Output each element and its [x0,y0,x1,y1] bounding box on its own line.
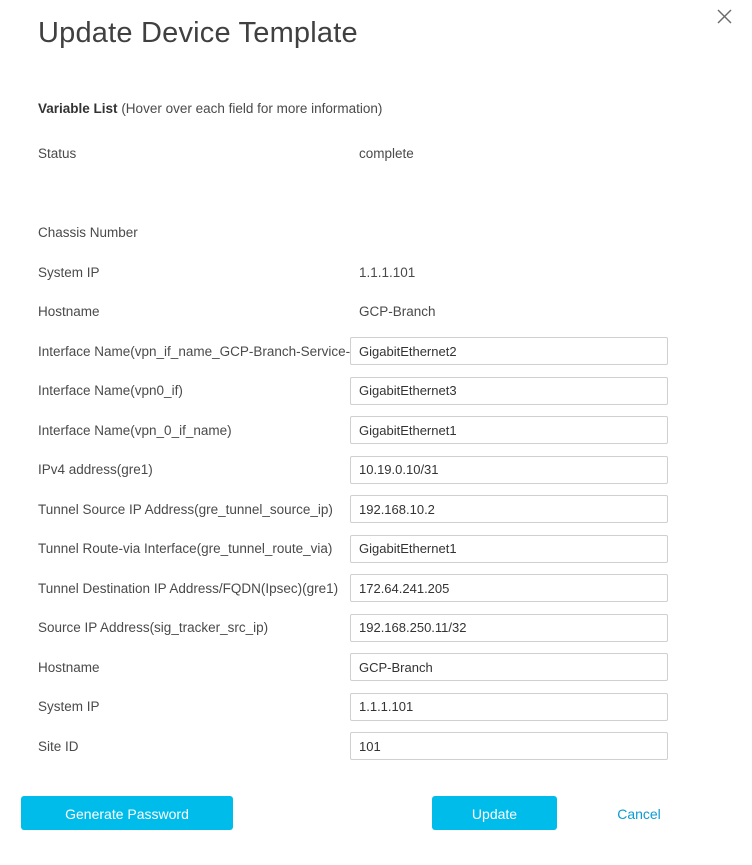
table-row [0,608,752,648]
table-row [0,411,752,451]
interface-name-vpn-0-if-name-field[interactable] [350,416,668,444]
hostname-field[interactable] [350,653,668,681]
row-label: Interface Name(vpn_0_if_name) [38,422,232,438]
row-label: IPv4 address(gre1) [38,462,153,478]
row-label: Status [38,146,77,162]
table-row [0,332,752,372]
update-button[interactable]: Update [432,796,557,830]
dialog-footer [0,781,752,865]
variable-list-label: Variable List [38,101,118,116]
row-label: Tunnel Route-via Interface(gre_tunnel_route_via) [38,541,333,557]
row-label: Hostname [38,659,100,675]
table-row [0,371,752,411]
row-label: Source IP Address(sig_tracker_src_ip) [38,620,269,636]
tunnel-source-ip-field[interactable] [350,495,668,523]
table-row [0,213,752,253]
row-label: Site ID [38,738,79,754]
interface-name-vpn0-if-field[interactable] [350,377,668,405]
row-value: complete [359,146,414,162]
interface-name-service-field[interactable] [350,337,668,365]
cancel-button[interactable]: Cancel [595,796,683,830]
table-row [0,569,752,609]
generate-password-button[interactable]: Generate Password [21,796,233,830]
tunnel-destination-ip-field[interactable] [350,574,668,602]
row-spacer [0,174,752,214]
row-label: Tunnel Source IP Address(gre_tunnel_source_ip) [38,501,333,517]
page-title: Update Device Template [38,17,358,49]
table-row [0,490,752,530]
site-id-field[interactable] [350,732,668,760]
source-ip-address-field[interactable] [350,614,668,642]
variable-list-header [38,101,382,116]
row-label: Hostname [38,304,100,320]
variable-rows [0,134,752,766]
ipv4-address-gre1-field[interactable] [350,456,668,484]
table-row [0,292,752,332]
system-ip-field[interactable] [350,693,668,721]
row-label: System IP [38,264,100,280]
row-label: Chassis Number [38,225,138,241]
row-value: GCP-Branch [359,304,436,320]
table-row [0,648,752,688]
table-row [0,529,752,569]
table-row [0,687,752,727]
row-label: Interface Name(vpn0_if) [38,383,183,399]
row-label: System IP [38,699,100,715]
variable-list-note: (Hover over each field for more information) [121,101,383,116]
row-label: Interface Name(vpn_if_name_GCP-Branch-Service- [38,343,351,359]
table-row [0,134,752,174]
row-label: Tunnel Destination IP Address/FQDN(Ipsec)(gre1) [38,580,339,596]
table-row [0,253,752,293]
table-row [0,727,752,767]
row-value: 1.1.1.101 [359,264,416,280]
table-row [0,450,752,490]
tunnel-route-via-interface-field[interactable] [350,535,668,563]
close-icon[interactable] [712,4,736,28]
